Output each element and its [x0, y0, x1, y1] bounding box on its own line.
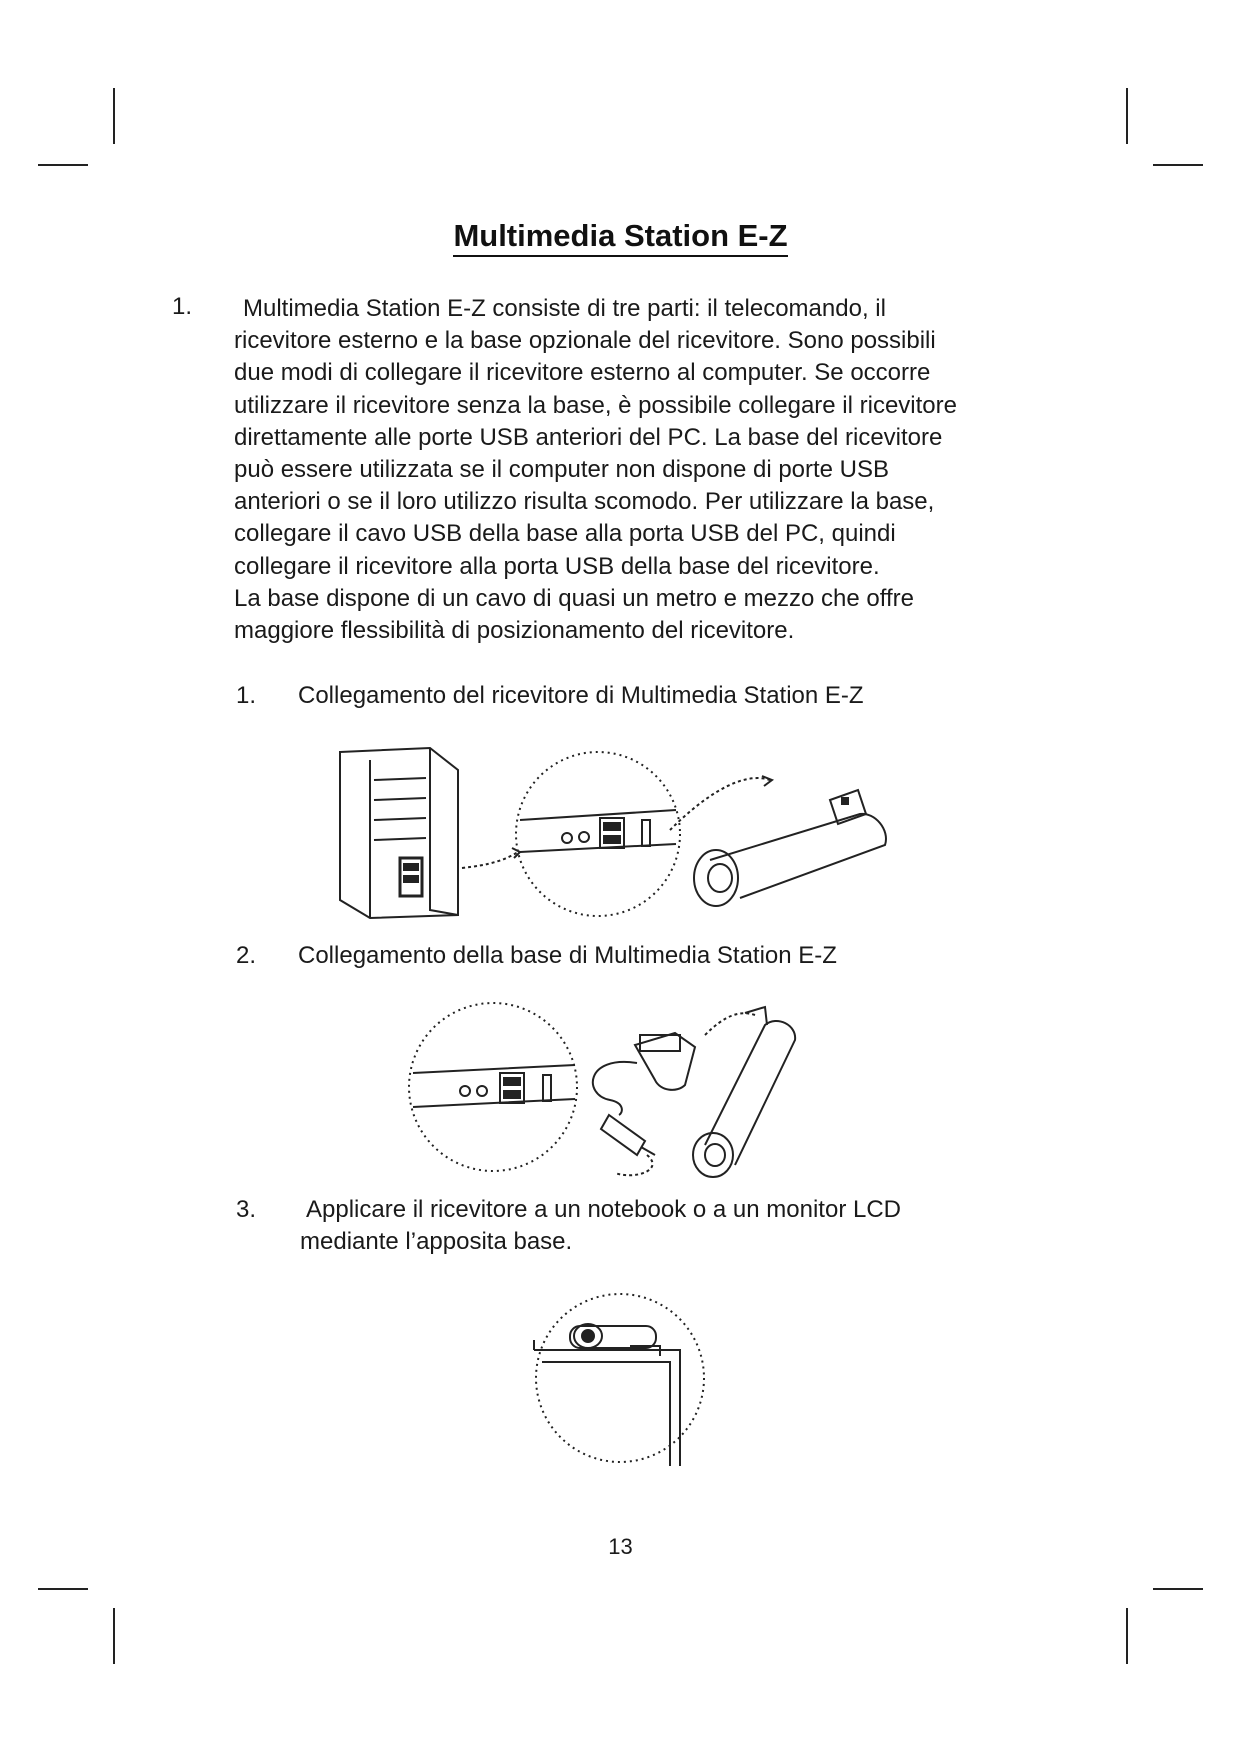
crop-mark	[113, 1608, 115, 1664]
crop-mark	[38, 164, 88, 166]
illustration-pc-receiver	[330, 740, 910, 930]
monitor-icon	[534, 1350, 680, 1466]
crop-mark	[1126, 1608, 1128, 1664]
illustration-monitor-mount	[530, 1290, 710, 1470]
crop-mark	[1126, 88, 1128, 144]
intro-line: può essere utilizzata se il computer non dispone di porte USB	[234, 456, 890, 484]
page-title: Multimedia Station E-Z	[0, 218, 1241, 254]
page-number: 13	[608, 1534, 633, 1559]
intro-line: Multimedia Station E-Z consiste di tre parti: il telecomando, il	[243, 295, 886, 322]
intro-line: collegare il ricevitore alla porta USB della base del ricevitore.	[234, 552, 880, 580]
intro-line: collegare il cavo USB della base alla porta USB del PC, quindi	[234, 520, 896, 548]
intro-line: direttamente alle porte USB anteriori del PC. La base del ricevitore	[234, 423, 943, 451]
crop-mark	[1153, 164, 1203, 166]
illustration-base-connection	[405, 995, 875, 1180]
crop-mark	[1153, 1588, 1203, 1590]
step-text: Collegamento del ricevitore di Multimedia Station E-Z	[298, 682, 864, 709]
intro-line: maggiore flessibilità di posizionamento del ricevitore.	[234, 617, 795, 645]
intro-number: 1.	[172, 293, 193, 320]
intro-line: due modi di collegare il ricevitore esterno al computer. Se occorre	[234, 359, 931, 387]
intro-line: La base dispone di un cavo di quasi un metro e mezzo che offre	[234, 584, 914, 612]
step-text: Applicare il ricevitore a un notebook o a un monitor LCD	[306, 1196, 901, 1223]
step-number: 3.	[236, 1196, 257, 1223]
intro-line: utilizzare il ricevitore senza la base, è possibile collegare il ricevitore	[234, 391, 957, 419]
step-number: 1.	[236, 682, 257, 709]
step-number: 2.	[236, 942, 257, 969]
intro-line: ricevitore esterno e la base opzionale del ricevitore. Sono possibili	[234, 327, 936, 355]
step-text: Collegamento della base di Multimedia Station E-Z	[298, 942, 837, 969]
receiver-base-icon	[635, 1033, 695, 1090]
crop-mark	[38, 1588, 88, 1590]
intro-line: anteriori o se il loro utilizzo risulta scomodo. Per utilizzare la base,	[234, 488, 935, 516]
receiver-icon	[705, 1021, 795, 1165]
intro-paragraph	[234, 293, 1074, 647]
step-text: mediante l’apposita base.	[300, 1228, 573, 1255]
crop-mark	[113, 88, 115, 144]
